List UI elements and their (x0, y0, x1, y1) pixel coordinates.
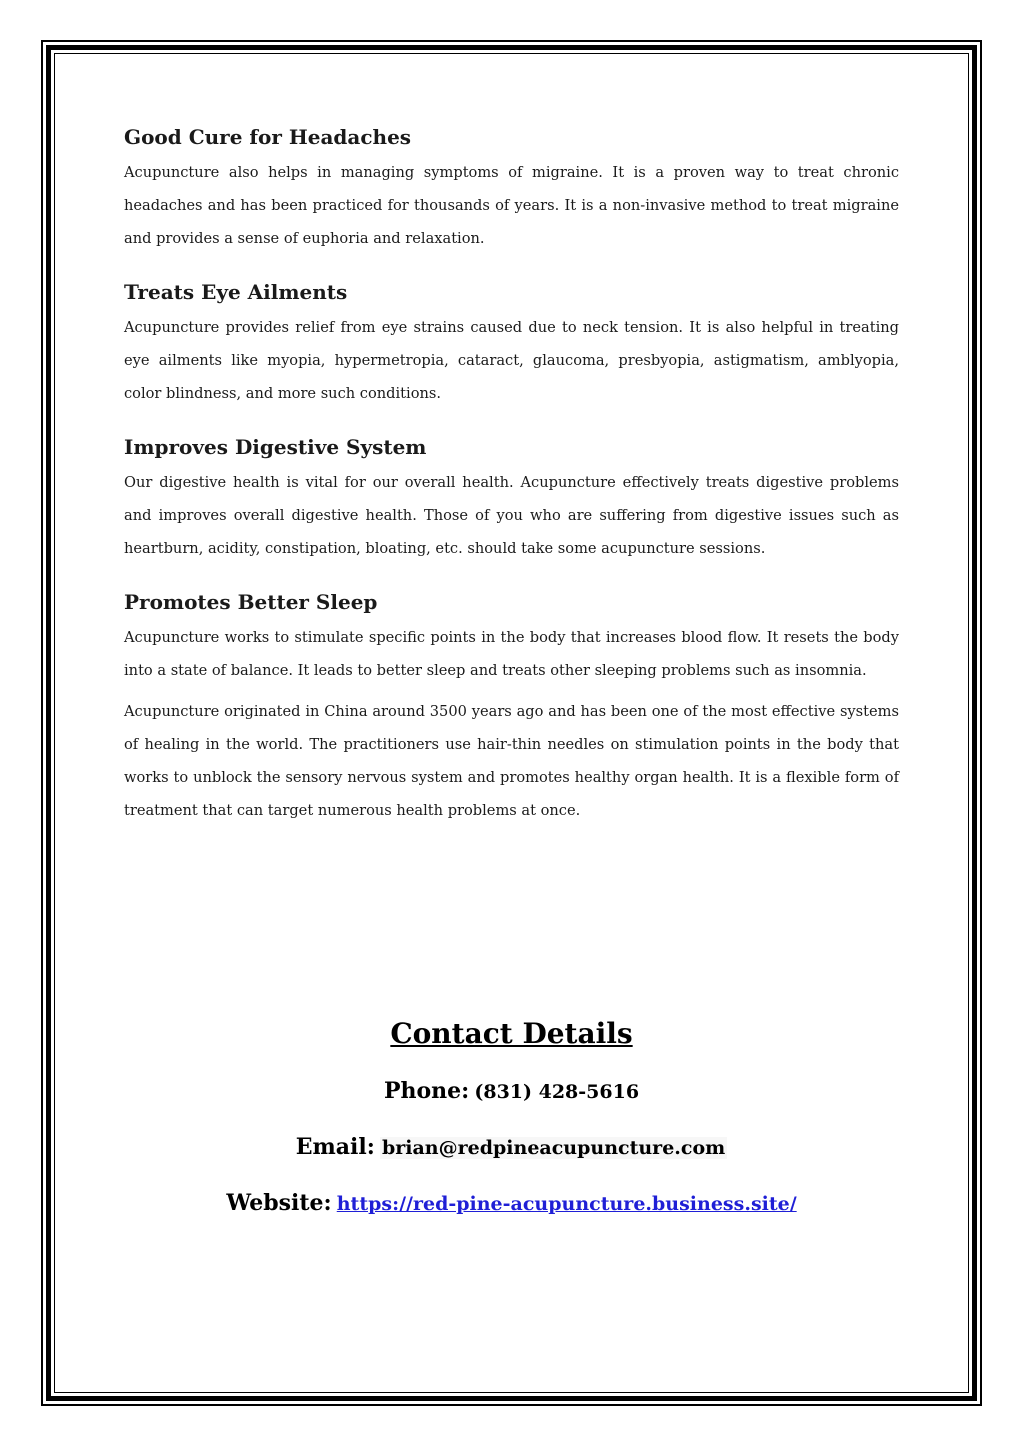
article-body (124, 122, 899, 827)
website-row (41, 1186, 982, 1222)
website-label: Website: (226, 1190, 332, 1216)
section-heading: Good Cure for Headaches (124, 125, 412, 149)
section-paragraph: Acupuncture also helps in managing symptoms of migraine. It is a proven way to treat chronic headaches and has been practiced for thousands of years. It is a non-invasive method to treat migraine and provides a sense of euphoria and relaxation. (124, 164, 899, 247)
section-paragraph: Acupuncture works to stimulate specific points in the body that increases blood flow. It resets the body into a state of balance. It leads to better sleep and treats other sleeping problems such as insomnia. (124, 629, 899, 679)
contact-details (41, 1012, 982, 1242)
phone-row (41, 1074, 982, 1110)
section-paragraph: Our digestive health is vital for our overall health. Acupuncture effectively treats digestive problems and improves overall digestive health. Those of you who are suffering from digestive issues such as heartburn, acidity, constipation, bloating, etc. should take some acupuncture sessions. (124, 474, 899, 557)
section-heading: Treats Eye Ailments (124, 280, 348, 304)
section-better-sleep (124, 587, 899, 687)
section-headaches (124, 122, 899, 255)
section-heading: Promotes Better Sleep (124, 590, 378, 614)
email-label: Email: (295, 1134, 375, 1160)
website-link[interactable]: https://red-pine-acupuncture.business.site/ (336, 1193, 797, 1215)
email-row (41, 1130, 982, 1166)
section-heading: Improves Digestive System (124, 435, 427, 459)
closing-paragraph: Acupuncture originated in China around 3500 years ago and has been one of the most effective systems of healing in the world. The practitioners use hair-thin needles on stimulation points in the body that works to unblock the sensory nervous system and promotes healthy organ health. It is a flexible form of treatment that can target numerous health problems at once. (124, 703, 899, 819)
phone-value: (831) 428-5616 (474, 1081, 640, 1103)
phone-label: Phone: (383, 1078, 470, 1104)
email-value: brian@redpineacupuncture.com (381, 1137, 726, 1159)
section-paragraph: Acupuncture provides relief from eye strains caused due to neck tension. It is also helpful in treating eye ailments like myopia, hypermetropia, cataract, glaucoma, presbyopia, astigmatism, amblyopia, color blindness, and more such conditions. (124, 319, 899, 402)
closing-section (124, 695, 899, 827)
section-eye-ailments (124, 277, 899, 410)
section-digestive-system (124, 432, 899, 565)
contact-title: Contact Details (390, 1017, 633, 1050)
